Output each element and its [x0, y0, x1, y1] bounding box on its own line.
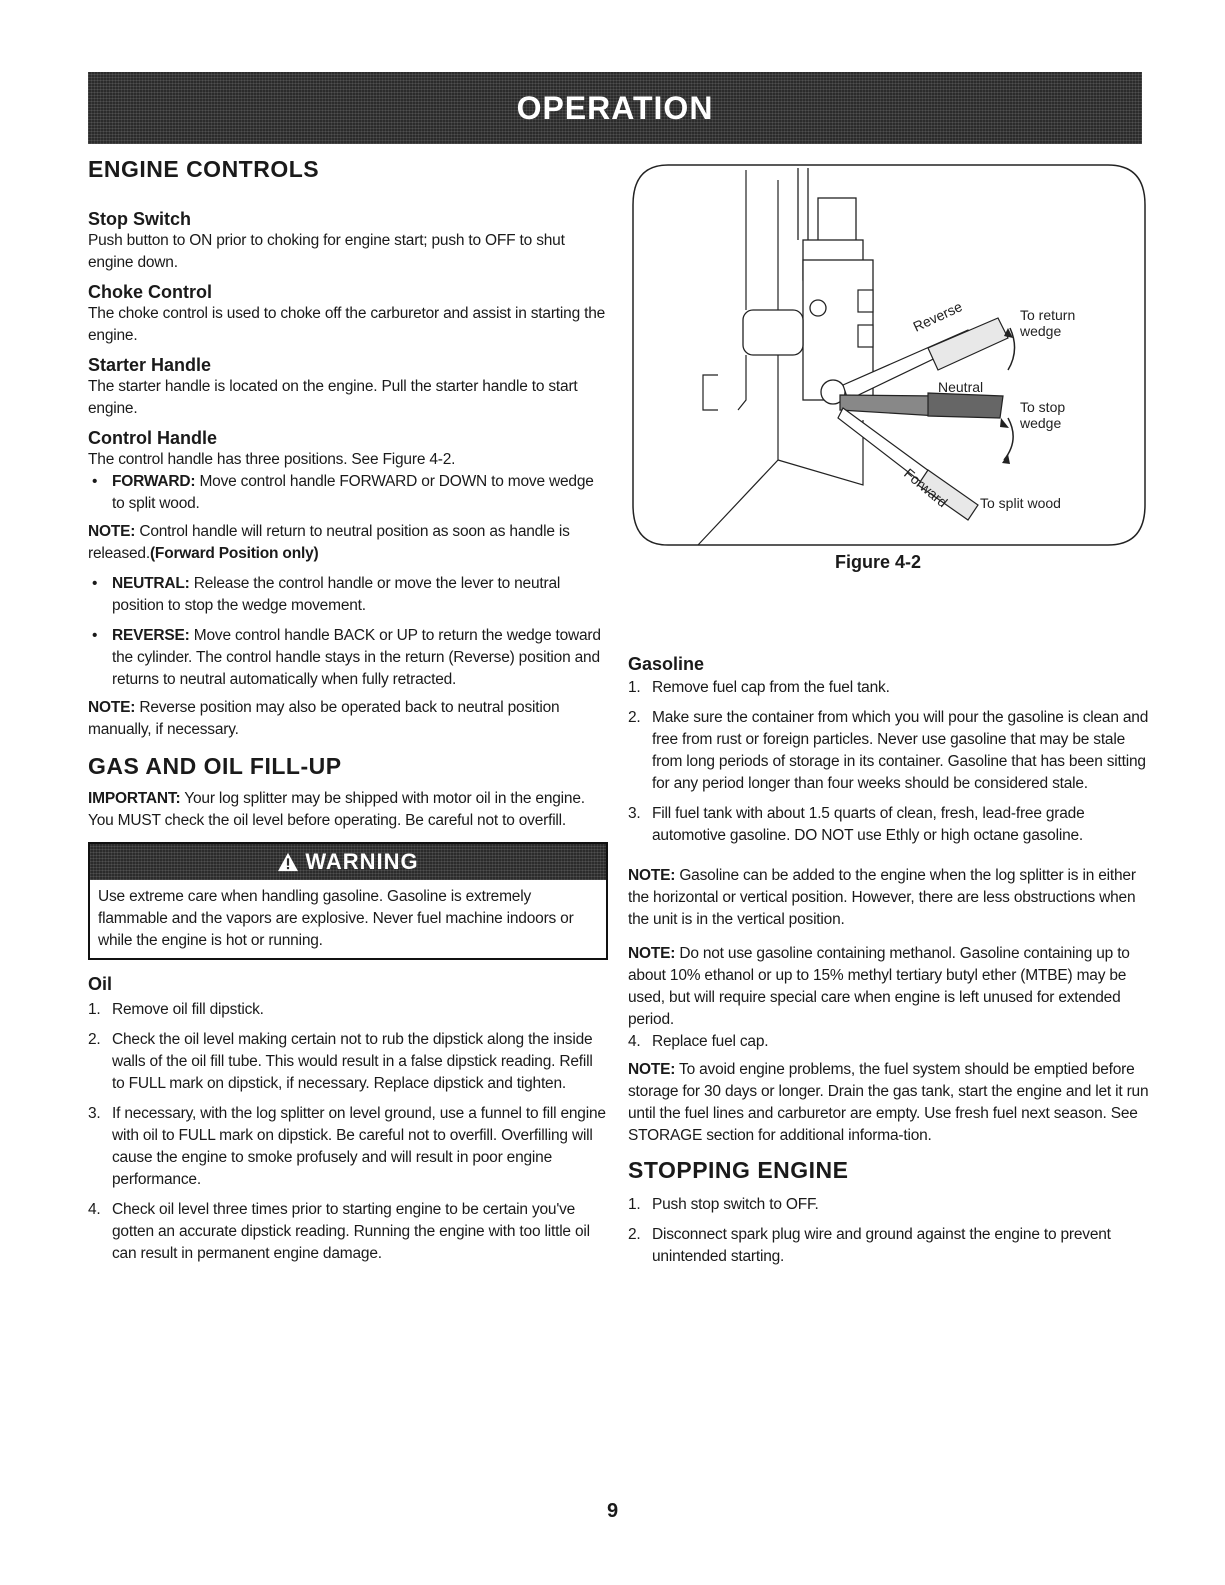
oil-step: 3. If necessary, with the log splitter on level ground, use a funnel to fill engine with oil to FULL mark on dipstick. Be careful not to overfill. Overfilling will cause the engine to smoke profusely and will result in poor engine performance. — [88, 1105, 606, 1188]
note-text: Control handle will return to neutral position as soon as handle is released. — [88, 523, 570, 562]
forward-label: FORWARD: — [112, 473, 196, 490]
warning-header — [90, 844, 606, 880]
reverse-bullet — [88, 625, 608, 691]
to-split-label: To split wood — [980, 495, 1061, 511]
stopping-step: 1. Push stop switch to OFF. — [628, 1196, 819, 1213]
starter-handle-title: Starter Handle — [88, 355, 212, 375]
figure-4-2 — [628, 160, 1150, 550]
right-column — [628, 654, 1150, 1268]
to-return-label-2: wedge — [1020, 323, 1062, 339]
stop-switch-text: Push button to ON prior to choking for engine start; push to OFF to shut engine down. — [88, 232, 565, 271]
oil-title: Oil — [88, 974, 113, 994]
stopping-step: 2. Disconnect spark plug wire and ground against the engine to prevent unintended starting. — [628, 1226, 1111, 1265]
page-number: 9 — [606, 1500, 619, 1522]
important-label: IMPORTANT: — [88, 790, 181, 807]
section-title: OPERATION — [516, 89, 714, 126]
engine-controls-heading: ENGINE CONTROLS — [88, 156, 320, 182]
to-stop-label: To stop — [1020, 399, 1066, 415]
neutral-label: Neutral — [938, 379, 984, 395]
to-stop-label-2: wedge — [1020, 415, 1062, 431]
starter-handle-text: The starter handle is located on the engine. Pull the starter handle to start engine. — [88, 378, 578, 417]
important-text: Your log splitter may be shipped with motor oil in the engine. You MUST check the oil level before operating. Be careful not to overfill. — [88, 790, 585, 829]
section-banner — [88, 72, 1142, 144]
reverse-note — [88, 697, 608, 741]
note-label: NOTE: — [88, 523, 136, 540]
important-paragraph — [88, 788, 608, 832]
reverse-text: Move control handle BACK or UP to return the wedge toward the cylinder. The control handle stays in the return (Reverse) position and returns to neutral automatically when fully retracted. — [112, 627, 601, 688]
gasoline-note-3: NOTE: To avoid engine problems, the fuel system should be emptied before storage for 30 days or longer. Drain the gas tank, start the engine and let it run until the fuel lines and carburetor are empty. Use fresh fuel next season. See STORAGE section for additional informa-tion. — [628, 1061, 1149, 1144]
neutral-label: NEUTRAL: — [112, 575, 190, 592]
neutral-text: Release the control handle or move the lever to neutral position to stop the wedge movement. — [112, 575, 561, 614]
oil-step: 1. Remove oil fill dipstick. — [88, 1001, 264, 1018]
oil-step: 4. Check oil level three times prior to starting engine to be certain you've gotten an accurate dipstick reading. Running the engine with too little oil can result in permanent engine damage. — [88, 1201, 590, 1262]
forward-note — [88, 521, 608, 565]
note-bold: (Forward Position only) — [149, 545, 319, 562]
forward-label: Forward — [901, 465, 951, 511]
stopping-engine-heading: STOPPING ENGINE — [628, 1157, 849, 1183]
oil-step: 2. Check the oil level making certain not to rub the dipstick along the inside walls of the oil fill tube. This would result in a false dipstick reading. Refill to FULL mark on dipstick, if necessary. Replace dipstick and tighten. — [88, 1031, 593, 1092]
note-label: NOTE: — [88, 699, 136, 716]
control-handle-diagram — [628, 160, 1150, 550]
neutral-bullet — [88, 573, 608, 617]
warning-title: WARNING — [305, 849, 419, 874]
gasoline-step: 3. Fill fuel tank with about 1.5 quarts of clean, fresh, lead-free grade automotive gasoline. DO NOT use Ethly or high octane gasoline. — [628, 805, 1085, 844]
forward-text: Move control handle FORWARD or DOWN to move wedge to split wood. — [112, 473, 594, 512]
warning-triangle-icon — [277, 852, 299, 872]
gasoline-note-1: NOTE: Gasoline can be added to the engine when the log splitter is in either the horizontal or vertical position. However, there are less obstructions when the unit is in the vertical position. — [628, 867, 1136, 928]
gasoline-step: 1. Remove fuel cap from the fuel tank. — [628, 679, 890, 696]
reverse-label: Reverse — [910, 298, 965, 335]
stop-switch-title: Stop Switch — [88, 209, 191, 229]
figure-caption: Figure 4-2 — [835, 552, 922, 572]
gasoline-step: 4. Replace fuel cap. — [628, 1033, 769, 1050]
left-column — [88, 156, 608, 1265]
control-handle-intro: The control handle has three positions. See Figure 4-2. — [88, 451, 456, 468]
reverse-label: REVERSE: — [112, 627, 190, 644]
gasoline-title: Gasoline — [628, 654, 705, 674]
warning-text: Use extreme care when handling gasoline. Gasoline is extremely flammable and the vapors are explosive. Never fuel machine indoors or while the engine is hot or running. — [98, 888, 574, 949]
control-handle-title: Control Handle — [88, 428, 217, 448]
note-text: Reverse position may also be operated back to neutral position manually, if necessary. — [88, 699, 560, 738]
to-return-label: To return — [1020, 307, 1076, 323]
gas-oil-heading: GAS AND OIL FILL-UP — [88, 753, 342, 779]
warning-box — [88, 842, 608, 960]
choke-control-text: The choke control is used to choke off the carburetor and assist in starting the engine. — [88, 305, 606, 344]
gasoline-note-2: NOTE: Do not use gasoline containing methanol. Gasoline containing up to about 10% ethanol or up to 15% methyl tertiary butyl ether (MTBE) may be used, but will require special care when engine is left unused for extended period. — [628, 945, 1130, 1028]
choke-control-title: Choke Control — [88, 282, 212, 302]
gasoline-step: 2. Make sure the container from which you will pour the gasoline is clean and free from rust or foreign particles. Never use gasoline that may be stale from long periods of storage in its container. Gasoline that has been sitting for any period longer than four weeks should be considered stale. — [628, 709, 1149, 792]
forward-bullet — [88, 471, 608, 515]
